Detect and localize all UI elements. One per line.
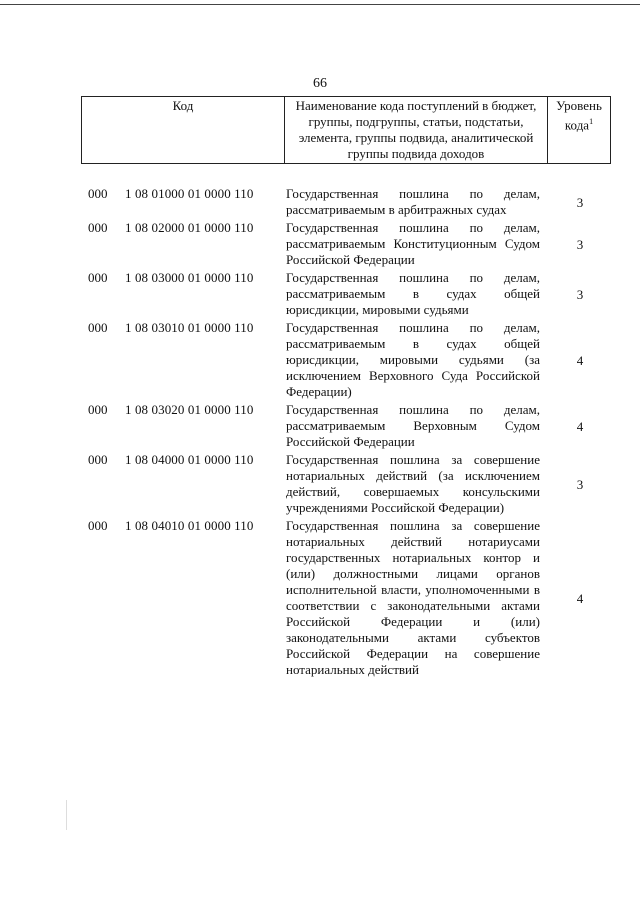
code-level: 4	[576, 591, 584, 606]
table-row	[0, 270, 640, 320]
revenue-code: 1 08 03000 01 0000 110	[125, 270, 254, 285]
header-name: Наименование кода поступлений в бюджет, группы, подгруппы, статьи, подстатьи, элемента, группы подвида, аналитической группы подвида доходов	[285, 97, 548, 164]
admin-code: 000	[88, 320, 108, 335]
revenue-name: Государственная пошлина по делам, рассматриваемым Конституционным Судом Российской Федерации	[286, 220, 540, 267]
table-row	[0, 220, 640, 270]
table-row	[0, 518, 640, 680]
table-header	[81, 96, 611, 164]
admin-code: 000	[88, 452, 108, 467]
header-code: Код	[82, 97, 285, 164]
code-level: 4	[576, 419, 584, 434]
table-row	[0, 452, 640, 518]
code-level: 4	[576, 353, 584, 368]
code-level: 3	[576, 477, 584, 492]
revenue-name: Государственная пошлина за совершение нотариальных действий (за исключением действий, совершаемых консульскими учреждениями Российской Федерации)	[286, 452, 540, 515]
table-body	[0, 186, 640, 680]
table-row	[0, 320, 640, 402]
table-row	[0, 186, 640, 220]
page-number: 66	[313, 76, 327, 91]
admin-code: 000	[88, 518, 108, 533]
admin-code: 000	[88, 186, 108, 201]
code-level: 3	[576, 195, 584, 210]
top-border-line	[0, 4, 640, 5]
revenue-name: Государственная пошлина по делам, рассматриваемым в судах общей юрисдикции, мировыми судьями (за исключением Верховного Суда Российской Федерации)	[286, 320, 540, 399]
revenue-code: 1 08 03020 01 0000 110	[125, 402, 254, 417]
revenue-code: 1 08 04000 01 0000 110	[125, 452, 254, 467]
revenue-name: Государственная пошлина по делам, рассматриваемым в арбитражных судах	[286, 186, 540, 217]
revenue-name: Государственная пошлина по делам, рассматриваемым Верховным Судом Российской Федерации	[286, 402, 540, 449]
code-level: 3	[576, 237, 584, 252]
header-level	[548, 97, 611, 164]
revenue-code: 1 08 04010 01 0000 110	[125, 518, 254, 533]
admin-code: 000	[88, 270, 108, 285]
revenue-name: Государственная пошлина за совершение нотариальных действий нотариусами государственных нотариальных контор и (или) должностными лицами органов исполнительной власти, уполномоченными в соответствии с законодательными актами Российской Федерации и (или) законодательными актами субъектов Российской Федерации на совершение нотариальных действий	[286, 518, 540, 677]
table-row	[0, 402, 640, 452]
revenue-name: Государственная пошлина по делам, рассматриваемым в судах общей юрисдикции, мировыми судьями	[286, 270, 540, 317]
revenue-code: 1 08 02000 01 0000 110	[125, 220, 254, 235]
header-level-footnote: 1	[589, 117, 594, 126]
header-level-label: Уровень кода	[556, 98, 602, 133]
code-level: 3	[576, 287, 584, 302]
revenue-code: 1 08 01000 01 0000 110	[125, 186, 254, 201]
scan-margin-mark	[66, 800, 67, 830]
admin-code: 000	[88, 402, 108, 417]
admin-code: 000	[88, 220, 108, 235]
revenue-code: 1 08 03010 01 0000 110	[125, 320, 254, 335]
